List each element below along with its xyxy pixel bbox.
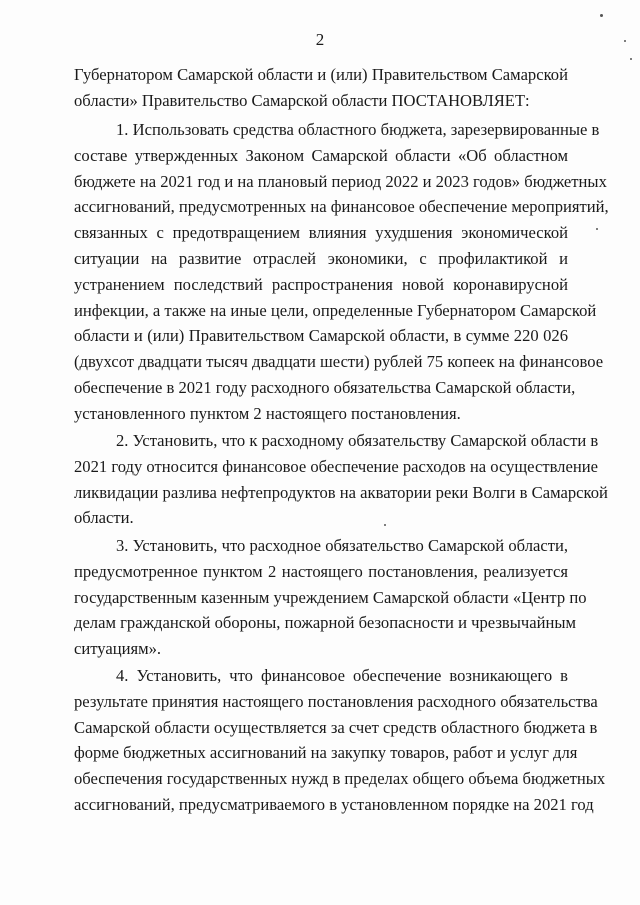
text-line: области» Правительство Самарской области ПОСТАНОВЛЯЕТ: — [74, 90, 530, 110]
text-line: составе утвержденных Законом Самарской области «Об областном — [74, 145, 568, 165]
scan-speck — [624, 40, 626, 42]
text-line: Губернатором Самарской области и (или) Правительством Самарской — [74, 65, 568, 84]
text-line: форме бюджетных ассигнований на закупку товаров, работ и услуг для — [74, 743, 578, 763]
text-line: обеспечения государственных нужд в пределах общего объема бюджетных — [74, 769, 606, 789]
text-line: области и (или) Правительством Самарской области, в сумме 220 026 — [74, 326, 568, 346]
text-line: 2021 году относится финансовое обеспечение расходов на осуществление — [74, 456, 598, 476]
text-line: связанных с предотвращением влияния ухудшения экономической — [74, 223, 568, 243]
paragraph-3 — [74, 533, 587, 662]
text-line: обеспечение в 2021 году расходного обязательства Самарской области, — [74, 377, 576, 397]
text-line: государственным казенным учреждением Самарской области «Центр по — [74, 587, 587, 607]
scan-speck — [596, 228, 598, 230]
text-line: ситуации на развитие отраслей экономики, с профилактикой и — [74, 248, 568, 268]
text-line: устранением последствий распространения новой коронавирусной — [74, 274, 568, 294]
text-line: ситуациям». — [74, 639, 162, 659]
text-line: 1. Использовать средства областного бюджета, зарезервированные в — [116, 120, 600, 139]
text-line: Самарской области осуществляется за счет средств областного бюджета в — [74, 717, 598, 737]
text-line: ассигнований, предусмотренных на финансовое обеспечение мероприятий, — [74, 197, 609, 217]
page-number: 2 — [315, 30, 325, 49]
intro-text — [74, 62, 568, 114]
text-line: 2. Установить, что к расходному обязательству Самарской области в — [116, 431, 599, 450]
text-line: бюджете на 2021 год и на плановый период 2022 и 2023 годов» бюджетных — [74, 171, 607, 191]
text-line: области. — [74, 508, 134, 528]
text-line: 3. Установить, что расходное обязательство Самарской области, — [116, 536, 568, 555]
text-line: установленного пунктом 2 настоящего постановления. — [74, 403, 461, 423]
text-line: инфекции, а также на иные цели, определенные Губернатором Самарской — [74, 300, 597, 320]
paragraph-1 — [74, 117, 609, 427]
text-line: ликвидации разлива нефтепродуктов на акватории реки Волги в Самарской — [74, 482, 608, 502]
scan-speck — [384, 524, 386, 526]
text-line: результате принятия настоящего постановления расходного обязательства — [74, 691, 598, 711]
text-line: предусмотренное пунктом 2 настоящего постановления, реализуется — [74, 561, 568, 581]
text-line: 4. Установить, что финансовое обеспечение возникающего в — [116, 666, 568, 685]
paragraph-4 — [74, 663, 606, 818]
text-line: ассигнований, предусматриваемого в установленном порядке на 2021 год — [74, 794, 594, 814]
scan-speck — [630, 58, 632, 60]
text-line: (двухсот двадцати тысяч двадцати шести) рублей 75 копеек на финансовое — [74, 352, 604, 372]
text-line: делам гражданской обороны, пожарной безопасности и чрезвычайным — [74, 613, 576, 633]
scan-speck — [600, 14, 603, 17]
paragraph-2 — [74, 428, 608, 531]
